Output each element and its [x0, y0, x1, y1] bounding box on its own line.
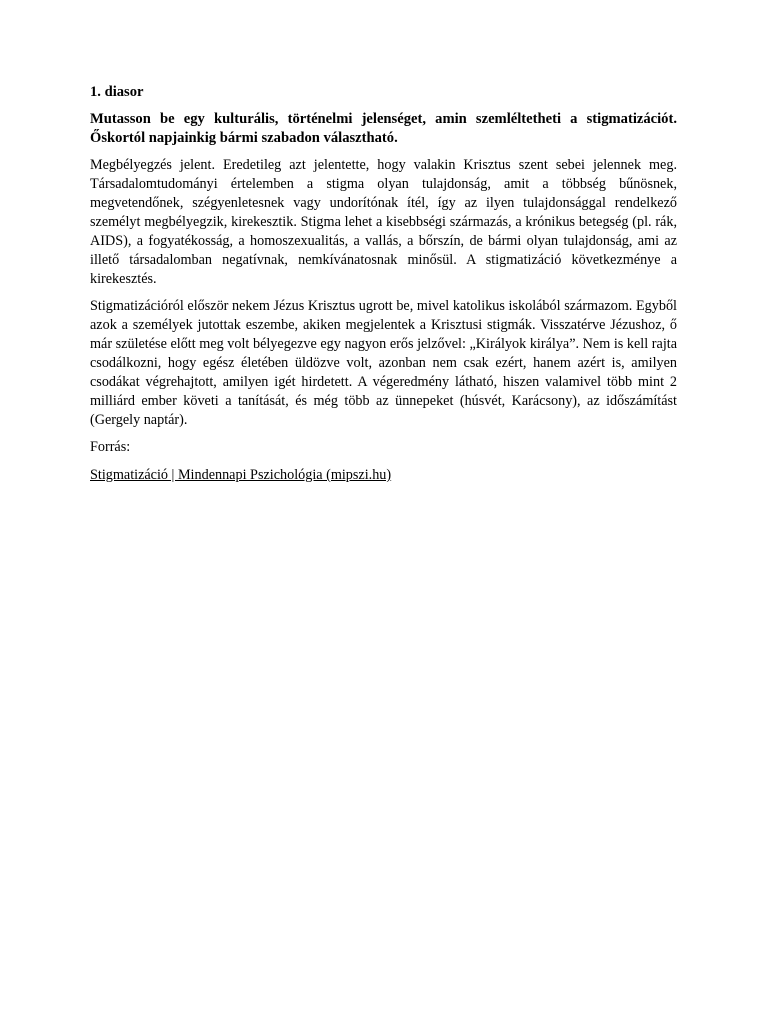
source-label: Forrás: — [90, 439, 131, 455]
document-page — [90, 83, 677, 485]
body-paragraph-definition: Megbélyegzés jelent. Eredetileg azt jelentette, hogy valakin Krisztus szent sebei jelennek meg. Társadalomtudományi értelemben a stigma olyan tulajdonság, amit a többség bűnösnek, megvetendőnek, szégyenletesnek vagy undorítónak ítél, így az ilyen tulajdonsággal rendelkező személyt megbélyegzik, kirekesztik. Stigma lehet a kisebbségi származás, a krónikus betegség (pl. rák, AIDS), a fogyatékosság, a homoszexualitás, a vallás, a bőrszín, de bármi olyan tulajdonság, ami az illető társadalomban negatívnak, nemkívánatosnak minősül. A stigmatizáció következménye a kirekesztés. — [90, 157, 677, 287]
body-paragraph-example: Stigmatizációról először nekem Jézus Krisztus ugrott be, mivel katolikus iskolából származom. Egyből azok a személyek jutottak eszembe, akiken megjelentek a Krisztusi stigmák. Visszatérve Jézushoz, ő már születése előtt meg volt bélyegezve egy nagyon erős jelzővel: „Királyok királya”. Nem is kell rajta csodálkozni, hogy egész életében üldözve volt, azonban nem csak ezért, hanem azért is, amilyen csodákat végrehajtott, amilyen igét hirdetett. A végeredmény látható, hiszen valamivel több mint 2 milliárd ember követi a tanítását, és még több az ünnepeket (húsvét, Karácsony), az időszámítást (Gergely naptár). — [90, 298, 677, 428]
task-prompt: Mutasson be egy kulturális, történelmi jelenséget, amin szemléltetheti a stigmatizációt. Őskortól napjainkig bármi szabadon választható. — [90, 111, 677, 146]
slide-heading: 1. diasor — [90, 84, 144, 100]
source-link[interactable]: Stigmatizáció | Mindennapi Pszichológia (mipszi.hu) — [90, 467, 392, 483]
